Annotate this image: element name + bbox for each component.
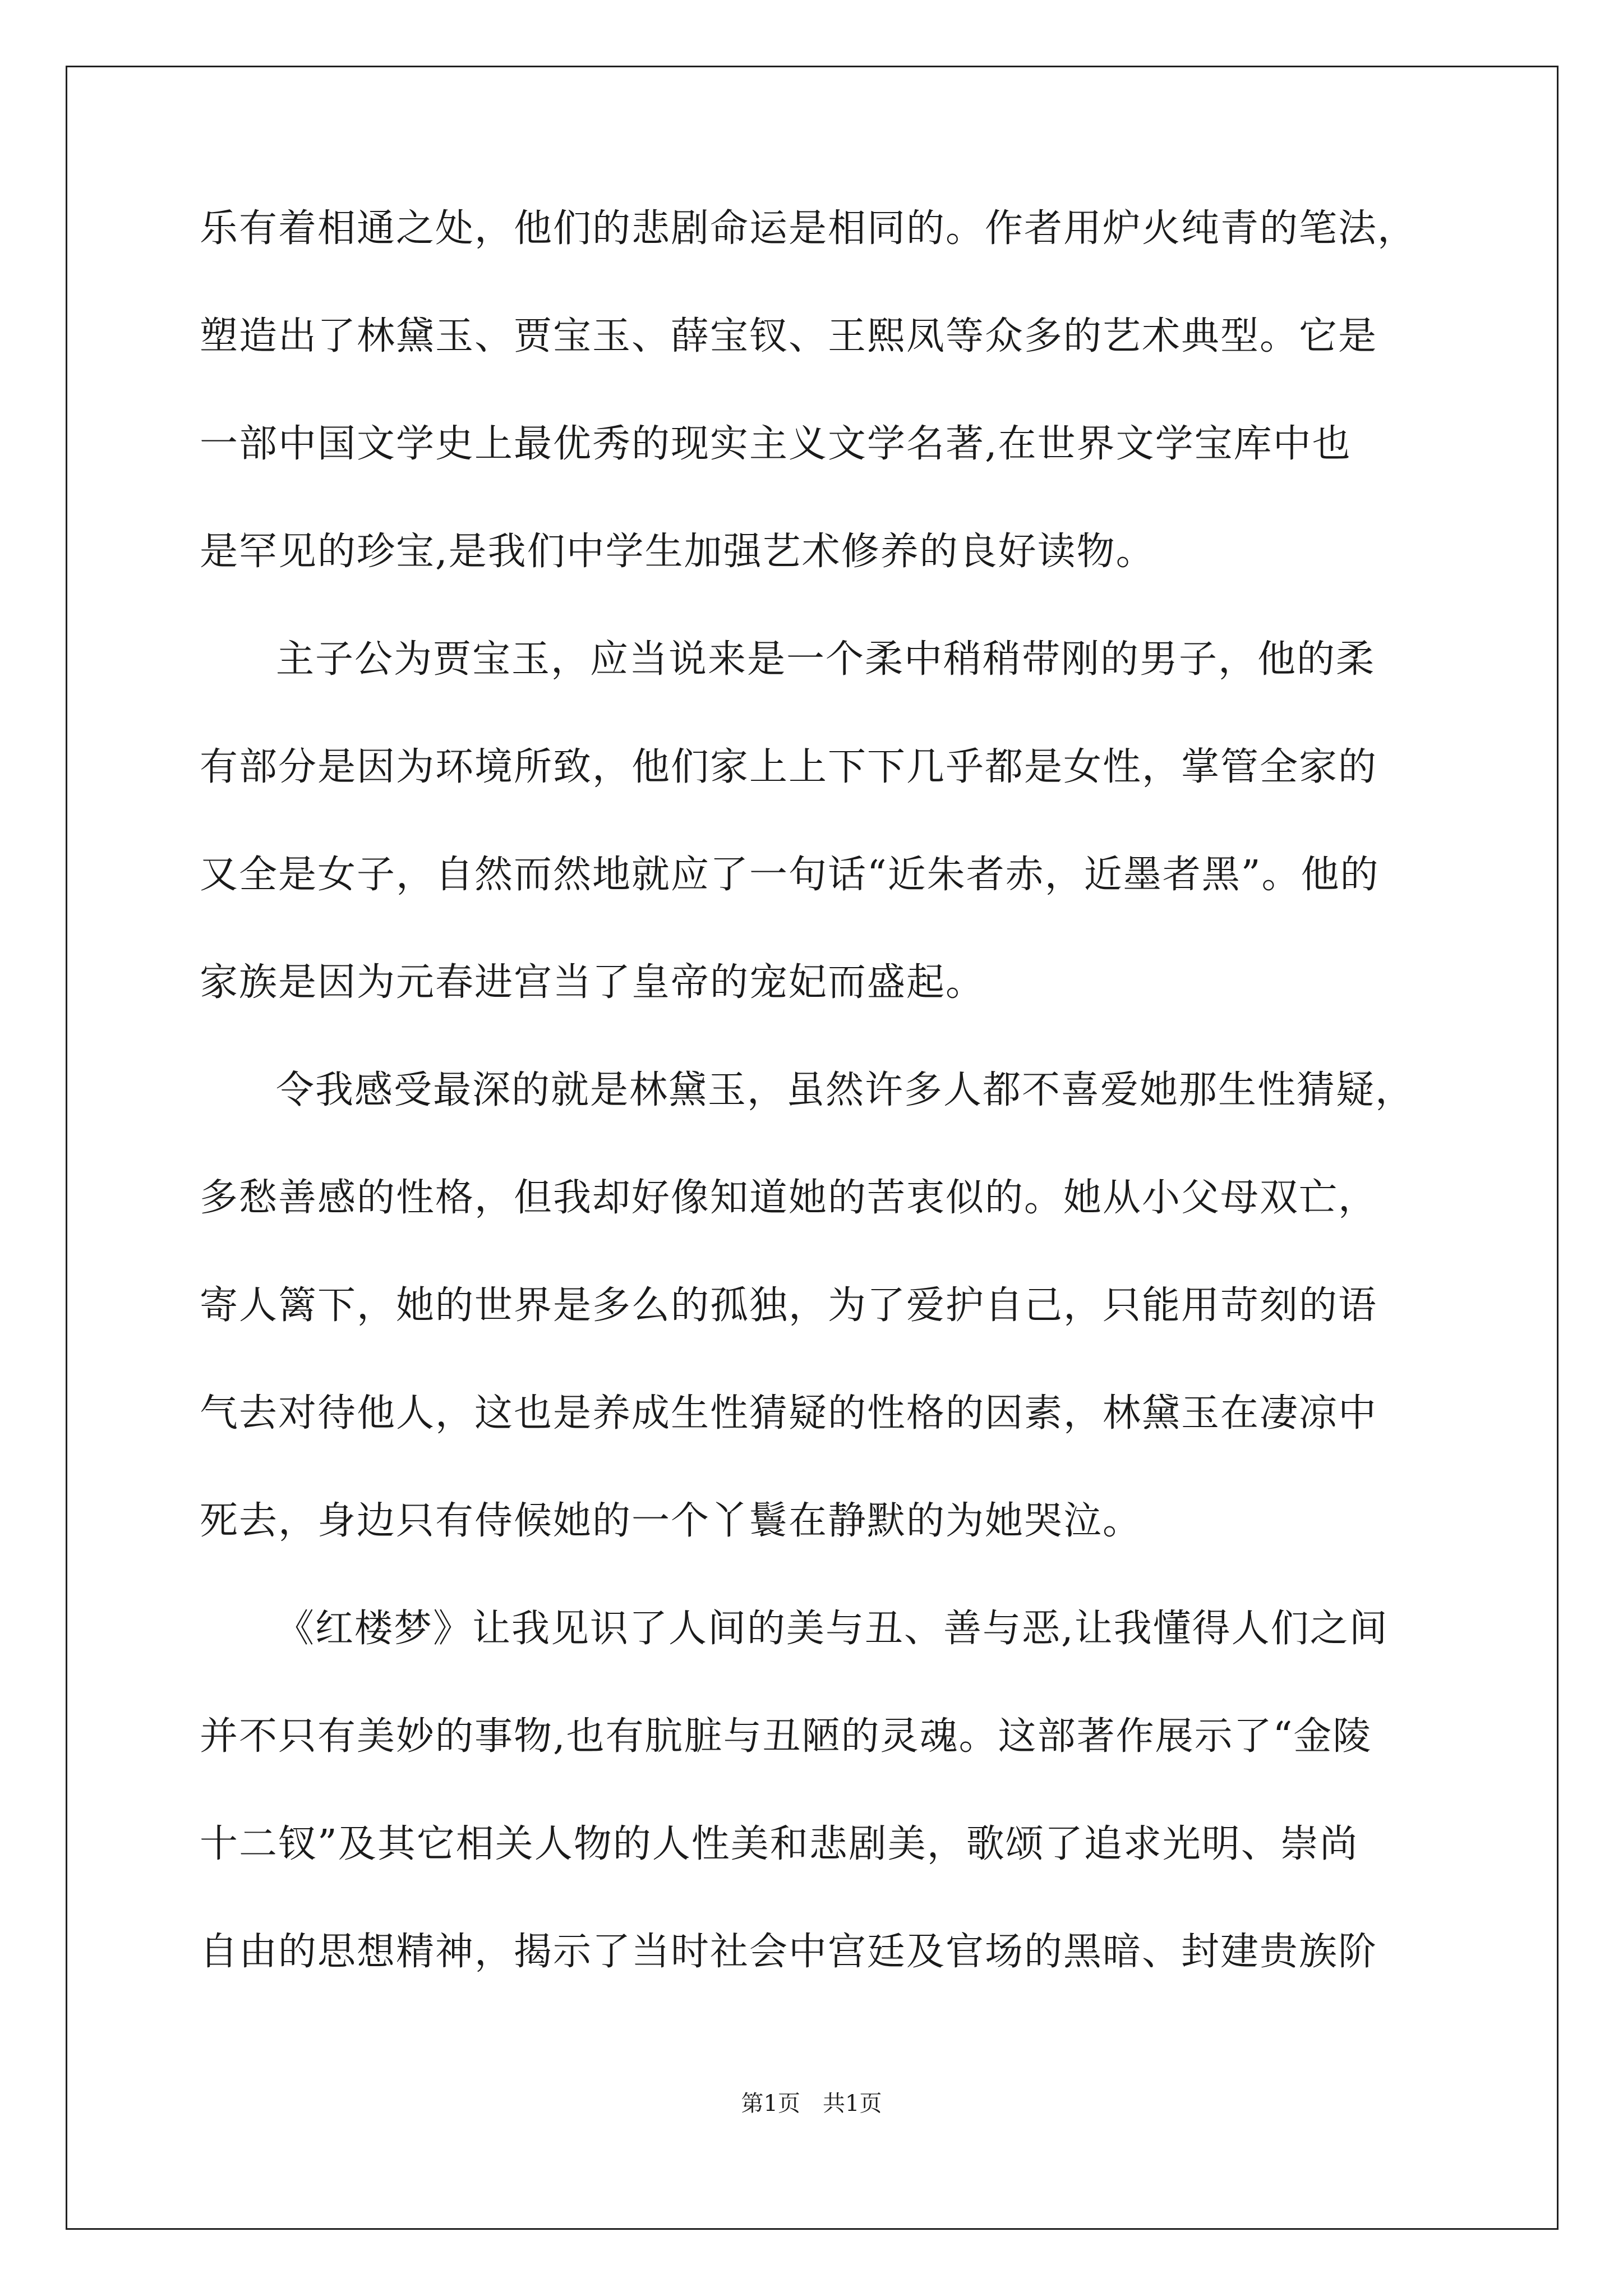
paragraph-first-line: 《红楼梦》让我见识了人间的美与丑、善与恶,让我懂得人们之间 — [276, 1607, 1389, 1651]
text-line: 家族是因为元春进宫当了皇帝的宠妃而盛起。 — [200, 960, 985, 1005]
paragraph-first-line: 主子公为贾宝玉，应当说来是一个柔中稍稍带刚的男子，他的柔 — [276, 637, 1376, 682]
text-line: 又全是女子，自然而然地就应了一句话“近朱者赤，近墨者黑”。他的 — [200, 853, 1380, 897]
text-line: 是罕见的珍宝,是我们中学生加强艺术修养的良好读物。 — [200, 530, 1155, 574]
text-line: 十二钗”及其它相关人物的人性美和悲剧美，歌颂了追求光明、崇尚 — [200, 1822, 1359, 1866]
paragraph-first-line: 令我感受最深的就是林黛玉，虽然许多人都不喜爱她那生性猜疑， — [276, 1068, 1415, 1112]
document-body — [200, 175, 1433, 2006]
text-line: 寄人篱下，她的世界是多么的孤独，为了爱护自己，只能用苛刻的语 — [200, 1283, 1378, 1328]
text-line: 乐有着相通之处，他们的悲剧命运是相同的。作者用炉火纯青的笔法， — [200, 206, 1417, 251]
text-line: 自由的思想精神，揭示了当时社会中宫廷及官场的黑暗、封建贵族阶 — [200, 1930, 1378, 1974]
text-line: 多愁善感的性格，但我却好像知道她的苦衷似的。她从小父母双亡， — [200, 1176, 1378, 1220]
text-line: 有部分是因为环境所致，他们家上上下下几乎都是女性，掌管全家的 — [200, 745, 1378, 789]
text-line: 一部中国文学史上最优秀的现实主义文学名著,在世界文学宝库中也 — [200, 422, 1352, 466]
page-number-footer: 第1页 共1页 — [741, 2091, 882, 2116]
text-line: 气去对待他人，这也是养成生性猜疑的性格的因素，林黛玉在凄凉中 — [200, 1391, 1378, 1435]
text-line: 并不只有美妙的事物,也有肮脏与丑陋的灵魂。这部著作展示了“金陵 — [200, 1714, 1372, 1759]
text-line: 死去，身边只有侍候她的一个丫鬟在静默的为她哭泣。 — [200, 1499, 1142, 1543]
text-line: 塑造出了林黛玉、贾宝玉、薛宝钗、王熙凤等众多的艺术典型。它是 — [200, 314, 1378, 358]
